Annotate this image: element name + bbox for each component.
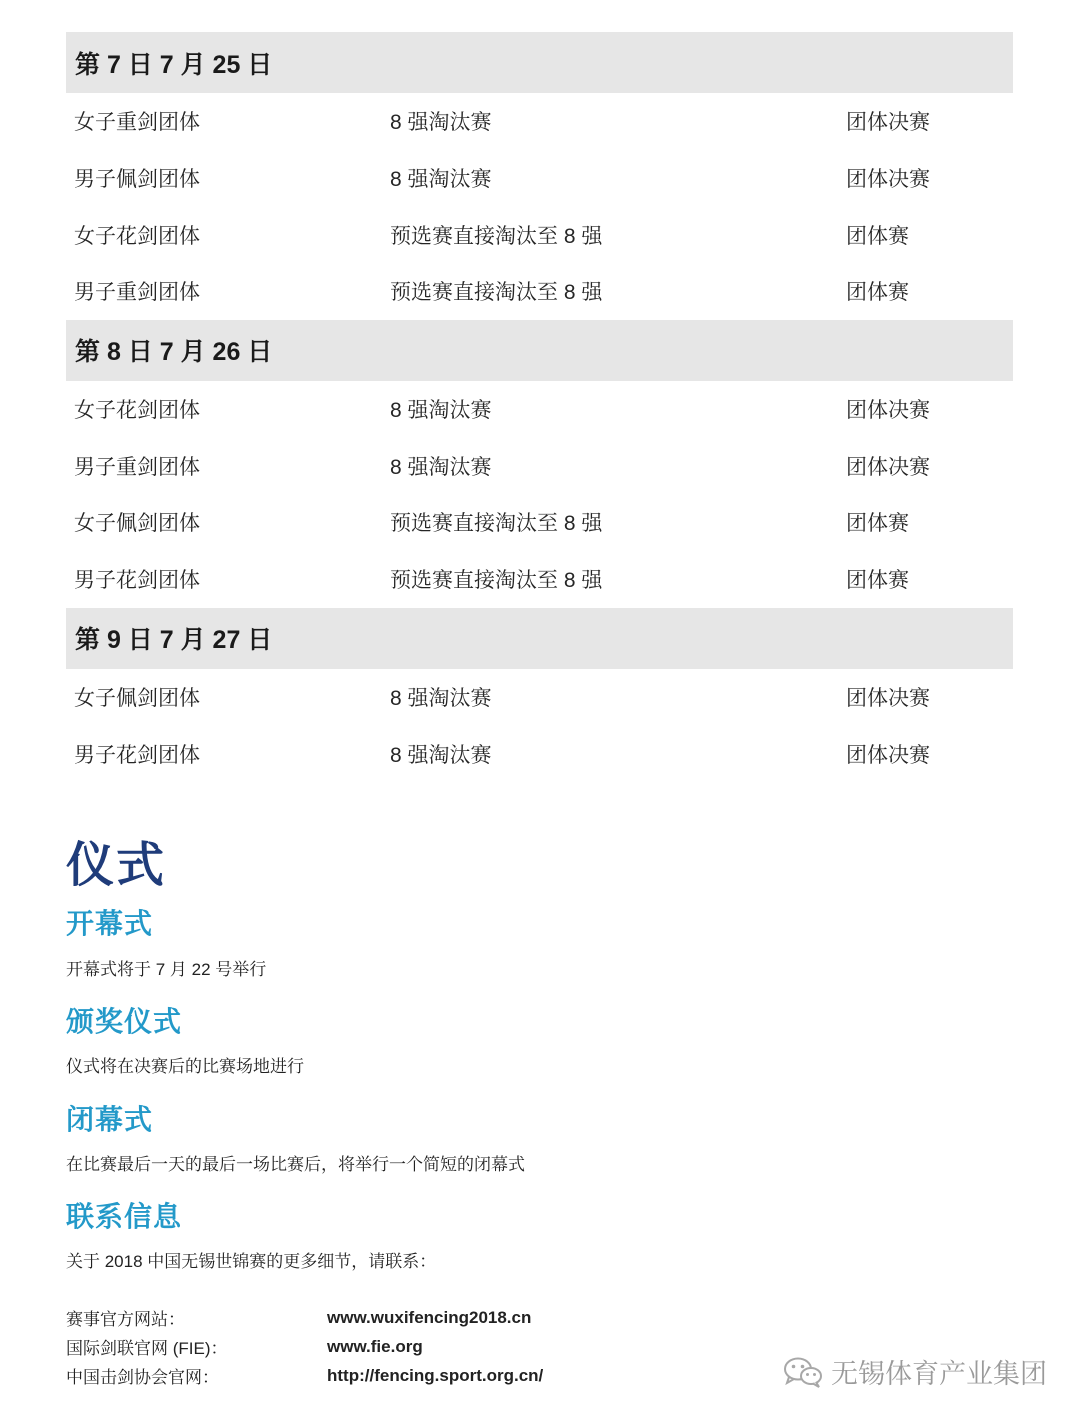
table-row — [66, 551, 1013, 608]
wechat-icon — [783, 1355, 823, 1389]
closing-ceremony-title: 闭幕式 — [66, 1104, 154, 1135]
event-stage: 8 强淘汰赛 — [390, 168, 492, 192]
event-type: 团体决赛 — [846, 743, 930, 767]
contact-item — [66, 1303, 543, 1332]
event-type: 团体决赛 — [846, 111, 930, 135]
closing-ceremony-text: 在比赛最后一天的最后一场比赛后，将举行一个简短的闭幕式 — [66, 1155, 525, 1174]
table-row — [66, 263, 1013, 320]
event-stage: 8 强淘汰赛 — [390, 111, 492, 135]
ceremony-title: 仪式 — [66, 839, 167, 892]
contact-intro: 关于 2018 中国无锡世锦赛的更多细节，请联系： — [66, 1252, 437, 1271]
event-type: 团体赛 — [846, 569, 909, 593]
table-row — [66, 725, 1013, 782]
watermark-text: 无锡体育产业集团 — [831, 1359, 1047, 1389]
table-row — [66, 93, 1013, 150]
event-stage: 预选赛直接淘汰至 8 强 — [390, 281, 603, 305]
event-name: 女子重剑团体 — [74, 111, 200, 135]
schedule-table — [66, 32, 1013, 782]
contact-label: 国际剑联官网 (FIE)： — [66, 1339, 228, 1358]
contact-link[interactable]: www.fie.org — [327, 1336, 423, 1356]
event-name: 男子花剑团体 — [74, 569, 200, 593]
award-ceremony-text: 仪式将在决赛后的比赛场地进行 — [66, 1057, 304, 1076]
table-row — [66, 494, 1013, 551]
event-type: 团体决赛 — [846, 168, 930, 192]
table-row — [66, 669, 1013, 726]
event-name: 女子佩剑团体 — [74, 686, 200, 710]
event-stage: 预选赛直接淘汰至 8 强 — [390, 512, 603, 536]
event-stage: 8 强淘汰赛 — [390, 399, 492, 423]
day-header: 第 9 日 7 月 27 日 — [66, 608, 1013, 669]
day-header: 第 8 日 7 月 26 日 — [66, 320, 1013, 381]
event-name: 男子佩剑团体 — [74, 168, 200, 192]
event-stage: 8 强淘汰赛 — [390, 455, 492, 479]
contact-item — [66, 1361, 543, 1390]
contact-label: 中国击剑协会官网： — [66, 1368, 219, 1387]
event-name: 女子花剑团体 — [74, 399, 200, 423]
event-name: 男子花剑团体 — [74, 743, 200, 767]
event-name: 女子佩剑团体 — [74, 512, 200, 536]
contact-label: 赛事官方网站： — [66, 1310, 185, 1329]
event-stage: 8 强淘汰赛 — [390, 686, 492, 710]
contact-item — [66, 1332, 543, 1361]
table-row — [66, 206, 1013, 263]
event-type: 团体决赛 — [846, 399, 930, 423]
event-type: 团体赛 — [846, 512, 909, 536]
contact-list — [66, 1303, 543, 1390]
event-type: 团体决赛 — [846, 686, 930, 710]
event-type: 团体赛 — [846, 224, 909, 248]
contact-link[interactable]: http://fencing.sport.org.cn/ — [327, 1365, 544, 1385]
event-stage: 预选赛直接淘汰至 8 强 — [390, 569, 603, 593]
event-name: 男子重剑团体 — [74, 281, 200, 305]
event-type: 团体决赛 — [846, 455, 930, 479]
opening-ceremony-text: 开幕式将于 7 月 22 号举行 — [66, 960, 267, 979]
contact-link[interactable]: www.wuxifencing2018.cn — [327, 1307, 532, 1327]
award-ceremony-title: 颁奖仪式 — [66, 1006, 183, 1037]
event-name: 男子重剑团体 — [74, 455, 200, 479]
event-stage: 预选赛直接淘汰至 8 强 — [390, 224, 603, 248]
table-row — [66, 437, 1013, 494]
watermark — [783, 1352, 1047, 1391]
event-stage: 8 强淘汰赛 — [390, 743, 492, 767]
opening-ceremony-title: 开幕式 — [66, 908, 154, 939]
table-row — [66, 381, 1013, 438]
event-name: 女子花剑团体 — [74, 224, 200, 248]
day-header: 第 7 日 7 月 25 日 — [66, 32, 1013, 93]
contact-title: 联系信息 — [66, 1201, 183, 1232]
event-type: 团体赛 — [846, 281, 909, 305]
table-row — [66, 150, 1013, 207]
